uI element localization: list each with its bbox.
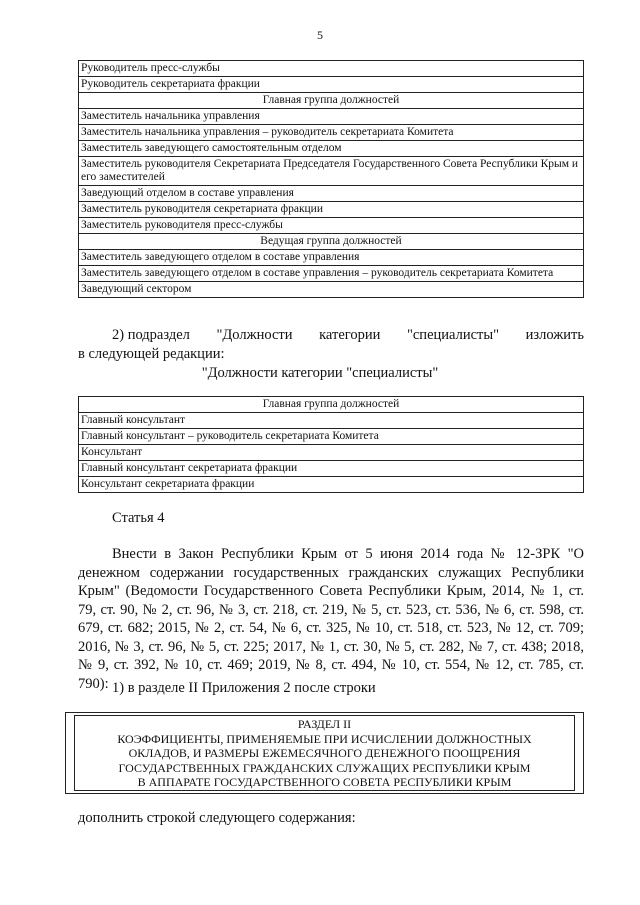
table-row	[79, 157, 584, 186]
subsection-2-word: 2) подраздел	[112, 327, 190, 343]
table-group-row	[79, 93, 584, 109]
positions-table-leaders	[78, 60, 584, 298]
position-cell: Руководитель секретариата фракции	[79, 77, 584, 93]
table-row	[79, 413, 584, 429]
table-row	[79, 461, 584, 477]
position-cell: Заместитель руководителя Секретариата Председателя Государственного Совета Республики Крым и его заместителей	[79, 157, 584, 186]
subsection-2-paragraph	[78, 326, 584, 363]
subsection-2-word: "специалисты"	[406, 327, 500, 343]
subsection-2-word: изложить	[525, 327, 584, 343]
article-4-body: Внести в Закон Республики Крым от 5 июня 2014 года № 12-ЗРК "О денежном содержании государственных гражданских служащих Республики Крым" (Ведомости Государственного Совета Республики Крым, 2014, № 1, ст. 79, ст. 90, № 2, ст. 96, № 3, ст. 218, ст. 219, № 5, ст. 523, ст. 536, № 6, ст. 598, ст. 679, ст. 682; 2015, № 2, ст. 54, № 6, ст. 325, № 10, ст. 518, ст. 523, № 12, ст. 709; 2016, № 3, ст. 96, № 5, ст. 225; 2017, № 1, ст. 30, № 5, ст. 282, № 7, ст. 438; 2018, № 9, ст. 392, № 10, ст. 469; 2019, № 8, ст. 494, № 10, ст. 554, № 12, ст. 785, ст. 790):	[78, 546, 584, 692]
article-4-heading: Статья 4	[112, 510, 165, 526]
position-cell: Заведующий отделом в составе управления	[79, 186, 584, 202]
position-cell: Заведующий сектором	[79, 282, 584, 298]
position-cell: Консультант секретариата фракции	[79, 477, 584, 493]
group-heading-cell: Главная группа должностей	[79, 93, 584, 109]
table-row	[79, 186, 584, 202]
position-cell: Главный консультант – руководитель секретариата Комитета	[79, 429, 584, 445]
position-cell: Заместитель заведующего отделом в составе управления – руководитель секретариата Комитета	[79, 266, 584, 282]
position-cell: Главный консультант	[79, 413, 584, 429]
position-cell: Главный консультант секретариата фракции	[79, 461, 584, 477]
position-cell: Руководитель пресс-службы	[79, 61, 584, 77]
page-number: 5	[317, 28, 323, 42]
table-row	[79, 125, 584, 141]
subsection-2-word: категории	[319, 327, 381, 343]
table-row	[79, 109, 584, 125]
group-heading-cell: Ведущая группа должностей	[79, 234, 584, 250]
subsection-2-word: "Должности	[216, 327, 293, 343]
position-cell: Заместитель руководителя секретариата фракции	[79, 202, 584, 218]
section-ii-line: ГОСУДАРСТВЕННЫХ ГРАЖДАНСКИХ СЛУЖАЩИХ РЕСПУБЛИКИ КРЫМ	[118, 760, 531, 775]
section-ii-line: ОКЛАДОВ, И РАЗМЕРЫ ЕЖЕМЕСЯЧНОГО ДЕНЕЖНОГО ПООЩРЕНИЯ	[128, 746, 521, 760]
table-row	[79, 218, 584, 234]
table-row	[79, 202, 584, 218]
section-ii-inner	[74, 715, 575, 791]
position-cell: Заместитель начальника управления	[79, 109, 584, 125]
table-row	[79, 477, 584, 493]
position-cell: Консультант	[79, 445, 584, 461]
position-cell: Заместитель начальника управления – руководитель секретариата Комитета	[79, 125, 584, 141]
table-row	[79, 250, 584, 266]
subsection-2-line1	[78, 326, 584, 345]
specialists-title: "Должности категории "специалисты"	[201, 365, 439, 381]
positions-table-specialists	[78, 396, 584, 493]
table-row	[79, 61, 584, 77]
position-cell: Заместитель заведующего отделом в составе управления	[79, 250, 584, 266]
table-group-row	[79, 234, 584, 250]
subsection-2-line2: в следующей редакции:	[78, 345, 225, 362]
table-row	[79, 282, 584, 298]
position-cell: Заместитель руководителя пресс-службы	[79, 218, 584, 234]
table-row	[79, 77, 584, 93]
table-row	[79, 445, 584, 461]
table-row	[79, 141, 584, 157]
section-ii-box	[65, 712, 584, 794]
section-ii-heading: РАЗДЕЛ II	[297, 717, 352, 731]
section-ii-line: В АППАРАТЕ ГОСУДАРСТВЕННОГО СОВЕТА РЕСПУБЛИКИ КРЫМ	[137, 775, 512, 789]
group-heading-cell: Главная группа должностей	[79, 397, 584, 413]
position-cell: Заместитель заведующего самостоятельным отделом	[79, 141, 584, 157]
section-ii-line: КОЭФФИЦИЕНТЫ, ПРИМЕНЯЕМЫЕ ПРИ ИСЧИСЛЕНИИ ДОЛЖНОСТНЫХ	[117, 731, 532, 746]
add-row-instruction: дополнить строкой следующего содержания:	[78, 810, 356, 826]
table-row	[79, 429, 584, 445]
table-row	[79, 266, 584, 282]
article-4-item-1: 1) в разделе II Приложения 2 после строки	[112, 680, 376, 696]
table-group-row	[79, 397, 584, 413]
